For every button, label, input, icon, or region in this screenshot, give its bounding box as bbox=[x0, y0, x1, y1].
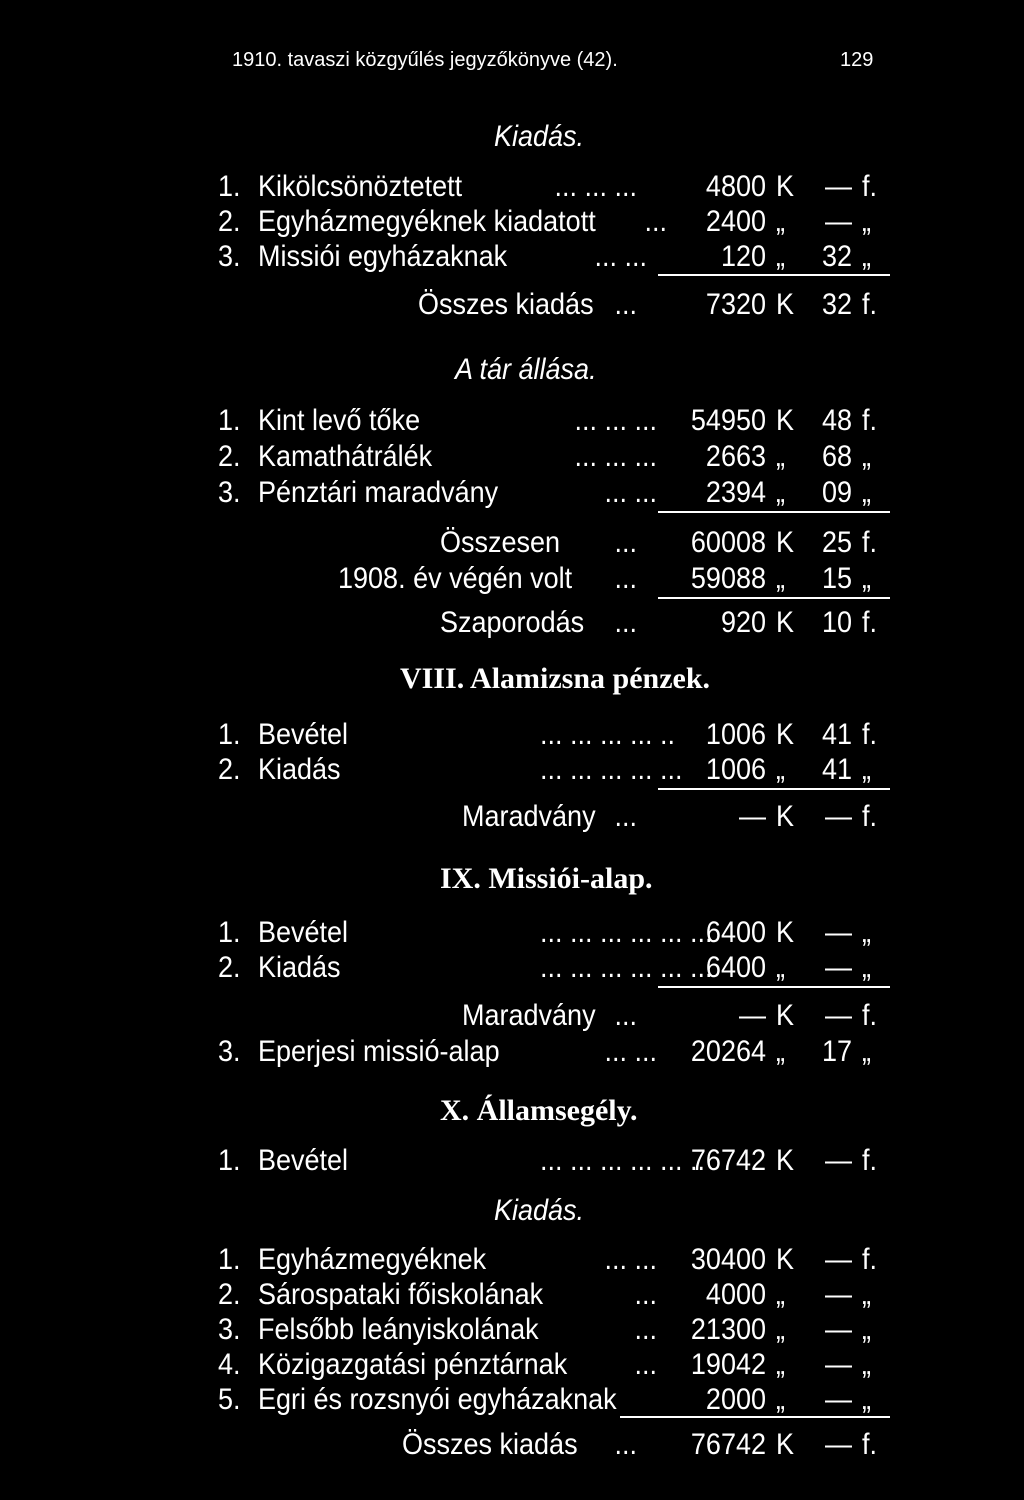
unit-korona: K bbox=[776, 170, 795, 203]
section-heading: IX. Missiói-alap. bbox=[440, 862, 653, 895]
unit-filler: f. bbox=[862, 526, 878, 559]
amount-korona: 2394 bbox=[705, 476, 766, 509]
unit-filler: f. bbox=[862, 170, 878, 203]
amount-filler: 17 bbox=[821, 1035, 852, 1068]
unit-filler: „ bbox=[862, 951, 871, 984]
section-heading: Kiadás. bbox=[494, 120, 585, 153]
leader-dots: ... bbox=[614, 526, 637, 559]
item-label: Bevétel bbox=[258, 1144, 349, 1177]
leader-dots: ... ... ... ... ... .. bbox=[540, 1144, 706, 1177]
amount-filler: 10 bbox=[821, 606, 852, 639]
leader-dots: ... ... bbox=[604, 1035, 657, 1068]
section-heading: A tár állása. bbox=[455, 353, 597, 386]
item-label: Kiadás bbox=[258, 951, 341, 984]
amount-korona: 920 bbox=[720, 606, 766, 639]
item-number: 1. bbox=[218, 1144, 241, 1177]
running-header-title: 1910. tavaszi közgyűlés jegyzőkönyve (42). bbox=[232, 49, 618, 71]
section-heading: X. Államsegély. bbox=[440, 1094, 638, 1127]
amount-filler: — bbox=[825, 1383, 852, 1416]
leader-dots: ... bbox=[614, 562, 637, 595]
leader-dots: ... ... ... ... ... bbox=[540, 753, 683, 786]
amount-filler: 09 bbox=[821, 476, 852, 509]
item-label: Eperjesi missió-alap bbox=[258, 1035, 500, 1068]
item-label: Egyházmegyéknek kiadatott bbox=[258, 205, 596, 238]
unit-korona: „ bbox=[776, 951, 785, 984]
amount-korona: 59088 bbox=[690, 562, 766, 595]
item-number: 1. bbox=[218, 404, 241, 437]
amount-korona: 2663 bbox=[705, 440, 766, 473]
amount-filler: 48 bbox=[821, 404, 852, 437]
amount-filler: 32 bbox=[821, 288, 852, 321]
unit-filler: f. bbox=[862, 718, 878, 751]
unit-filler: „ bbox=[862, 240, 871, 273]
sum-rule bbox=[658, 274, 890, 276]
amount-filler: — bbox=[825, 951, 852, 984]
item-label: Maradvány bbox=[462, 999, 596, 1032]
unit-korona: K bbox=[776, 404, 795, 437]
item-label: Kikölcsönöztetett bbox=[258, 170, 463, 203]
item-label: Kiadás bbox=[258, 753, 341, 786]
item-number: 2. bbox=[218, 1278, 241, 1311]
sum-rule bbox=[658, 511, 890, 513]
item-number: 2. bbox=[218, 440, 241, 473]
amount-korona: 4000 bbox=[705, 1278, 766, 1311]
amount-korona: 76742 bbox=[690, 1428, 766, 1461]
item-label: Pénztári maradvány bbox=[258, 476, 499, 509]
section-heading: Kiadás. bbox=[494, 1194, 585, 1227]
amount-filler: — bbox=[825, 800, 852, 833]
item-label: Bevétel bbox=[258, 916, 349, 949]
unit-filler: f. bbox=[862, 800, 878, 833]
unit-korona: „ bbox=[776, 753, 785, 786]
unit-korona: „ bbox=[776, 240, 785, 273]
amount-korona: 60008 bbox=[690, 526, 766, 559]
unit-filler: „ bbox=[862, 1313, 871, 1346]
item-label: Maradvány bbox=[462, 800, 596, 833]
item-label: Bevétel bbox=[258, 718, 349, 751]
unit-korona: „ bbox=[776, 1278, 785, 1311]
sum-rule bbox=[658, 788, 890, 790]
unit-filler: f. bbox=[862, 1144, 878, 1177]
unit-filler: „ bbox=[862, 916, 871, 949]
leader-dots: ... ... ... ... ... ... bbox=[540, 951, 713, 984]
sum-rule bbox=[620, 1416, 890, 1418]
amount-filler: — bbox=[825, 916, 852, 949]
unit-korona: „ bbox=[776, 476, 785, 509]
item-number: 5. bbox=[218, 1383, 241, 1416]
unit-filler: „ bbox=[862, 440, 871, 473]
unit-korona: K bbox=[776, 1144, 795, 1177]
unit-korona: K bbox=[776, 999, 795, 1032]
item-number: 2. bbox=[218, 205, 241, 238]
amount-korona: 2000 bbox=[705, 1383, 766, 1416]
item-label: Felsőbb leányiskolának bbox=[258, 1313, 539, 1346]
unit-korona: „ bbox=[776, 440, 785, 473]
item-number: 3. bbox=[218, 476, 241, 509]
amount-korona: 6400 bbox=[705, 916, 766, 949]
item-number: 1. bbox=[218, 170, 241, 203]
amount-korona: — bbox=[739, 800, 766, 833]
unit-korona: „ bbox=[776, 1035, 785, 1068]
item-number: 2. bbox=[218, 951, 241, 984]
unit-filler: „ bbox=[862, 1278, 871, 1311]
item-label: Összes kiadás bbox=[402, 1428, 578, 1461]
amount-filler: — bbox=[825, 1278, 852, 1311]
amount-korona: 20264 bbox=[690, 1035, 766, 1068]
amount-korona: 1006 bbox=[705, 718, 766, 751]
unit-korona: „ bbox=[776, 1348, 785, 1381]
amount-korona: 54950 bbox=[690, 404, 766, 437]
amount-korona: 21300 bbox=[690, 1313, 766, 1346]
amount-korona: 120 bbox=[720, 240, 766, 273]
unit-korona: „ bbox=[776, 1313, 785, 1346]
unit-filler: „ bbox=[862, 753, 871, 786]
unit-korona: „ bbox=[776, 562, 785, 595]
unit-filler: f. bbox=[862, 288, 878, 321]
amount-filler: 41 bbox=[821, 753, 852, 786]
leader-dots: ... bbox=[634, 1313, 657, 1346]
item-label: Szaporodás bbox=[440, 606, 585, 639]
unit-filler: „ bbox=[862, 1035, 871, 1068]
amount-filler: — bbox=[825, 170, 852, 203]
leader-dots: ... ... ... ... ... ... bbox=[540, 916, 713, 949]
page-number: 129 bbox=[840, 49, 874, 71]
sum-rule bbox=[658, 597, 890, 599]
item-number: 3. bbox=[218, 1035, 241, 1068]
leader-dots: ... ... bbox=[604, 1243, 657, 1276]
item-label: Sárospataki főiskolának bbox=[258, 1278, 544, 1311]
unit-filler: „ bbox=[862, 476, 871, 509]
amount-filler: — bbox=[825, 205, 852, 238]
leader-dots: ... bbox=[614, 1428, 637, 1461]
amount-filler: — bbox=[825, 1243, 852, 1276]
amount-filler: 68 bbox=[821, 440, 852, 473]
unit-filler: f. bbox=[862, 404, 878, 437]
amount-filler: 41 bbox=[821, 718, 852, 751]
amount-korona: 1006 bbox=[705, 753, 766, 786]
amount-korona: — bbox=[739, 999, 766, 1032]
leader-dots: ... bbox=[634, 1348, 657, 1381]
unit-filler: „ bbox=[862, 205, 871, 238]
amount-korona: 30400 bbox=[690, 1243, 766, 1276]
item-number: 1. bbox=[218, 718, 241, 751]
item-number: 3. bbox=[218, 1313, 241, 1346]
item-label: Közigazgatási pénztárnak bbox=[258, 1348, 568, 1381]
unit-filler: f. bbox=[862, 1428, 878, 1461]
amount-korona: 4800 bbox=[705, 170, 766, 203]
leader-dots: ... bbox=[644, 205, 667, 238]
unit-filler: f. bbox=[862, 999, 878, 1032]
leader-dots: ... bbox=[634, 1278, 657, 1311]
sum-rule bbox=[658, 986, 890, 988]
amount-filler: — bbox=[825, 1348, 852, 1381]
leader-dots: ... ... ... bbox=[574, 404, 657, 437]
leader-dots: ... bbox=[614, 288, 637, 321]
leader-dots: ... ... ... bbox=[554, 170, 637, 203]
amount-filler: 25 bbox=[821, 526, 852, 559]
item-label: Összesen bbox=[440, 526, 561, 559]
amount-korona: 7320 bbox=[705, 288, 766, 321]
leader-dots: ... ... ... ... .. bbox=[540, 718, 676, 751]
leader-dots: ... bbox=[614, 800, 637, 833]
amount-filler: — bbox=[825, 1313, 852, 1346]
item-number: 4. bbox=[218, 1348, 241, 1381]
unit-korona: „ bbox=[776, 205, 785, 238]
unit-korona: K bbox=[776, 1243, 795, 1276]
amount-filler: 15 bbox=[821, 562, 852, 595]
leader-dots: ... bbox=[614, 999, 637, 1032]
item-number: 3. bbox=[218, 240, 241, 273]
unit-filler: f. bbox=[862, 606, 878, 639]
leader-dots: ... bbox=[614, 606, 637, 639]
amount-korona: 76742 bbox=[690, 1144, 766, 1177]
unit-filler: „ bbox=[862, 1383, 871, 1416]
amount-filler: — bbox=[825, 1144, 852, 1177]
unit-korona: K bbox=[776, 526, 795, 559]
amount-korona: 19042 bbox=[690, 1348, 766, 1381]
amount-filler: — bbox=[825, 999, 852, 1032]
unit-filler: „ bbox=[862, 562, 871, 595]
unit-filler: „ bbox=[862, 1348, 871, 1381]
section-heading: VIII. Alamizsna pénzek. bbox=[400, 662, 711, 695]
leader-dots: ... ... bbox=[604, 476, 657, 509]
amount-filler: — bbox=[825, 1428, 852, 1461]
item-label: Kamathátrálék bbox=[258, 440, 433, 473]
unit-korona: K bbox=[776, 288, 795, 321]
amount-korona: 2400 bbox=[705, 205, 766, 238]
item-number: 1. bbox=[218, 916, 241, 949]
item-number: 1. bbox=[218, 1243, 241, 1276]
item-label: 1908. év végén volt bbox=[338, 562, 573, 595]
item-number: 2. bbox=[218, 753, 241, 786]
amount-filler: 32 bbox=[821, 240, 852, 273]
amount-korona: 6400 bbox=[705, 951, 766, 984]
item-label: Egri és rozsnyói egyházaknak bbox=[258, 1383, 617, 1416]
item-label: Kint levő tőke bbox=[258, 404, 421, 437]
unit-korona: K bbox=[776, 606, 795, 639]
leader-dots: ... ... bbox=[594, 240, 647, 273]
leader-dots: ... ... ... bbox=[574, 440, 657, 473]
unit-korona: „ bbox=[776, 1383, 785, 1416]
unit-korona: K bbox=[776, 1428, 795, 1461]
unit-korona: K bbox=[776, 916, 795, 949]
item-label: Egyházmegyéknek bbox=[258, 1243, 487, 1276]
unit-korona: K bbox=[776, 800, 795, 833]
item-label: Összes kiadás bbox=[418, 288, 594, 321]
item-label: Missiói egyházaknak bbox=[258, 240, 508, 273]
unit-korona: K bbox=[776, 718, 795, 751]
unit-filler: f. bbox=[862, 1243, 878, 1276]
